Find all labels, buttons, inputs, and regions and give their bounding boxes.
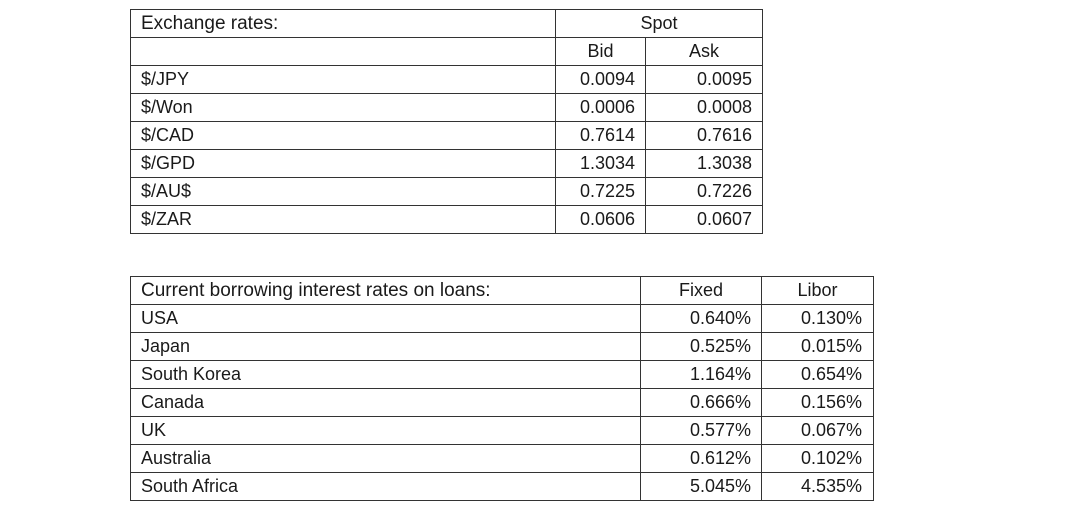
table-row xyxy=(131,361,874,389)
loan-header-row xyxy=(131,277,874,305)
table-row xyxy=(131,66,763,94)
currency-pair: $/CAD xyxy=(131,122,556,150)
bid-value: 0.7225 xyxy=(556,178,646,206)
fixed-rate-value: 0.640% xyxy=(641,305,762,333)
table-row xyxy=(131,445,874,473)
table-row xyxy=(131,94,763,122)
spot-header: Spot xyxy=(556,10,763,38)
table-row xyxy=(131,389,874,417)
ask-value: 0.0095 xyxy=(646,66,763,94)
bid-value: 1.3034 xyxy=(556,150,646,178)
libor-rate-value: 0.654% xyxy=(762,361,874,389)
ask-value: 0.7616 xyxy=(646,122,763,150)
table-row xyxy=(131,305,874,333)
libor-header: Libor xyxy=(762,277,874,305)
fixed-header: Fixed xyxy=(641,277,762,305)
libor-rate-value: 0.156% xyxy=(762,389,874,417)
table-row xyxy=(131,473,874,501)
fixed-rate-value: 0.612% xyxy=(641,445,762,473)
ask-header: Ask xyxy=(646,38,763,66)
exchange-title-row xyxy=(131,10,763,38)
bid-value: 0.0094 xyxy=(556,66,646,94)
country-name: UK xyxy=(131,417,641,445)
ask-value: 1.3038 xyxy=(646,150,763,178)
currency-pair: $/Won xyxy=(131,94,556,122)
table-row xyxy=(131,333,874,361)
libor-rate-value: 0.130% xyxy=(762,305,874,333)
exchange-rates-title: Exchange rates: xyxy=(131,10,556,38)
country-name: Japan xyxy=(131,333,641,361)
table-row xyxy=(131,150,763,178)
table-row xyxy=(131,417,874,445)
exchange-empty-header xyxy=(131,38,556,66)
exchange-subheader-row xyxy=(131,38,763,66)
table-row xyxy=(131,122,763,150)
bid-value: 0.0606 xyxy=(556,206,646,234)
libor-rate-value: 0.015% xyxy=(762,333,874,361)
currency-pair: $/ZAR xyxy=(131,206,556,234)
country-name: Australia xyxy=(131,445,641,473)
libor-rate-value: 0.102% xyxy=(762,445,874,473)
loan-rates-table xyxy=(130,276,874,501)
fixed-rate-value: 5.045% xyxy=(641,473,762,501)
loan-rates-title: Current borrowing interest rates on loans: xyxy=(131,277,641,305)
ask-value: 0.0607 xyxy=(646,206,763,234)
table-row xyxy=(131,206,763,234)
libor-rate-value: 4.535% xyxy=(762,473,874,501)
ask-value: 0.7226 xyxy=(646,178,763,206)
fixed-rate-value: 0.525% xyxy=(641,333,762,361)
bid-value: 0.7614 xyxy=(556,122,646,150)
country-name: Canada xyxy=(131,389,641,417)
country-name: South Korea xyxy=(131,361,641,389)
fixed-rate-value: 0.577% xyxy=(641,417,762,445)
country-name: South Africa xyxy=(131,473,641,501)
ask-value: 0.0008 xyxy=(646,94,763,122)
currency-pair: $/GPD xyxy=(131,150,556,178)
currency-pair: $/JPY xyxy=(131,66,556,94)
country-name: USA xyxy=(131,305,641,333)
fixed-rate-value: 1.164% xyxy=(641,361,762,389)
bid-value: 0.0006 xyxy=(556,94,646,122)
bid-header: Bid xyxy=(556,38,646,66)
exchange-rates-table xyxy=(130,9,763,234)
libor-rate-value: 0.067% xyxy=(762,417,874,445)
currency-pair: $/AU$ xyxy=(131,178,556,206)
fixed-rate-value: 0.666% xyxy=(641,389,762,417)
table-row xyxy=(131,178,763,206)
